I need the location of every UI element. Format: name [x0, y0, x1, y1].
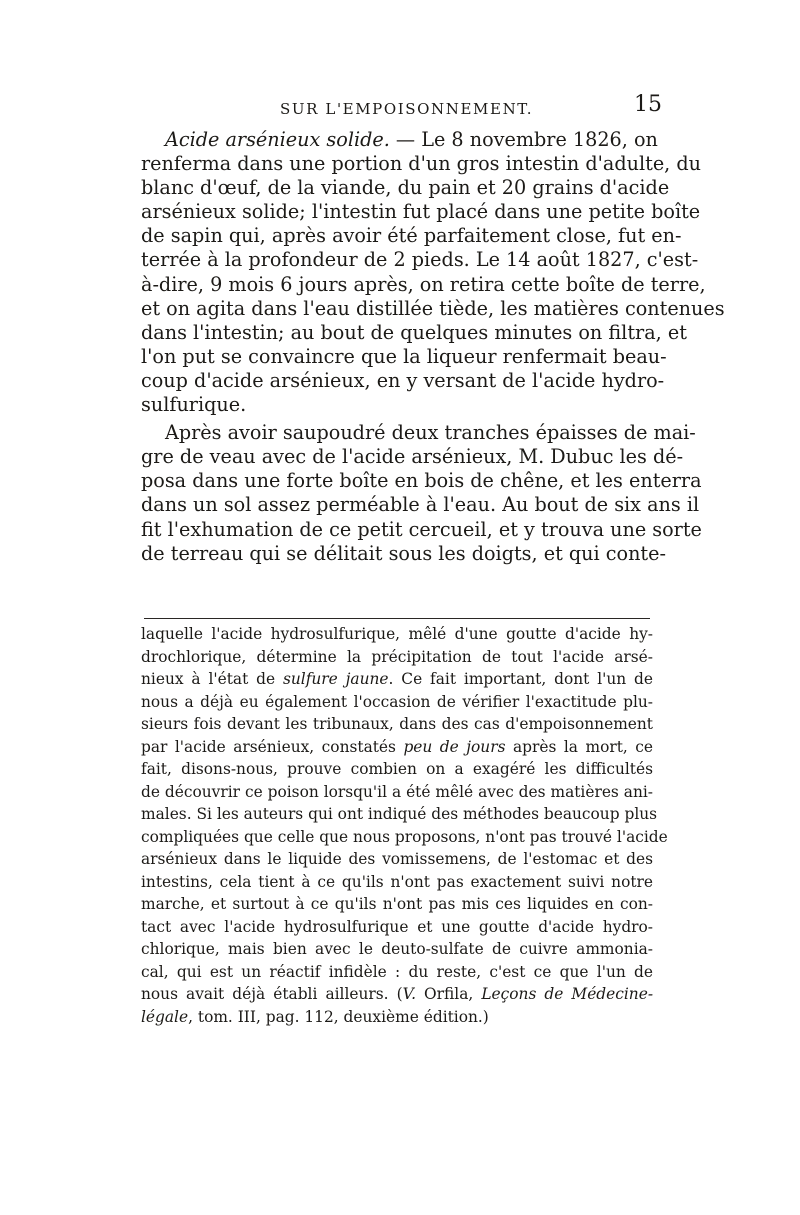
text-line: arsénieux solide; l'intestin fut placé dans une petite boîte: [141, 200, 701, 224]
footnote-line: compliquées que celle que nous proposons, n'ont pas trouvé l'acide: [141, 827, 668, 846]
footnote-line: chlorique, mais bien avec le deuto-sulfate de cuivre ammonia-: [141, 940, 653, 958]
text-line: posa dans une forte boîte en bois de chêne, et les enterra: [141, 469, 702, 493]
text-line: blanc d'œuf, de la viande, du pain et 20 grains d'acide: [141, 176, 670, 200]
text-line: sulfurique.: [141, 393, 247, 417]
text-line: Après avoir saupoudré deux tranches épaisses de mai-: [165, 421, 696, 445]
footnote-line: nieux à l'état de sulfure jaune. Ce fait important, dont l'un de: [141, 670, 653, 688]
footnote-line: cal, qui est un réactif infidèle : du reste, c'est ce que l'un de: [141, 962, 653, 981]
footnote: [141, 623, 668, 1028]
footnote-divider: [144, 618, 650, 619]
footnote-line: par l'acide arsénieux, constatés peu de jours après la mort, ce: [141, 737, 653, 756]
footnote-line: fait, disons-nous, prouve combien on a exagéré les difficultés: [141, 760, 653, 778]
footnote-line: nous a déjà eu également l'occasion de vérifier l'exactitude plu-: [141, 692, 653, 711]
footnote-line: drochlorique, détermine la précipitation de tout l'acide arsé-: [141, 647, 653, 666]
running-title: SUR L'EMPOISONNEMENT.: [280, 100, 534, 118]
text-line: fit l'exhumation de ce petit cercueil, et y trouva une sorte: [141, 517, 702, 541]
text-line: terrée à la profondeur de 2 pieds. Le 14 août 1827, c'est-: [141, 248, 699, 272]
footnote-line: tact avec l'acide hydrosulfurique et une goutte d'acide hydro-: [141, 917, 653, 936]
footnote-line: marche, et surtout à ce qu'ils n'ont pas mis ces liquides en con-: [141, 895, 653, 913]
section-lead: Acide arsénieux solide.: [165, 128, 390, 151]
text-line: de terreau qui se délitait sous les doigts, et qui conte-: [141, 541, 666, 565]
text-line: dans un sol assez perméable à l'eau. Au bout de six ans il: [141, 493, 700, 517]
text-line: renferma dans une portion d'un gros intestin d'adulte, du: [141, 152, 702, 176]
footnote-line: intestins, cela tient à ce qu'ils n'ont pas exactement suivi notre: [141, 872, 653, 891]
footnote-line: arsénieux dans le liquide des vomissemens, de l'estomac et des: [141, 850, 653, 868]
text-line: de sapin qui, après avoir été parfaitement close, fut en-: [141, 224, 682, 248]
footnote-line: de découvrir ce poison lorsqu'il a été mêlé avec des matières ani-: [141, 782, 653, 801]
text-line: gre de veau avec de l'acide arsénieux, M. Dubuc les dé-: [141, 445, 684, 469]
text-line: et on agita dans l'eau distillée tiède, les matières contenues: [141, 296, 725, 320]
text-line: Acide arsénieux solide. — Le 8 novembre 1826, on: [165, 128, 658, 151]
main-text: [141, 128, 725, 566]
page-number: 15: [634, 92, 662, 117]
footnote-line: nous avait déjà établi ailleurs. (V. Orfila, Leçons de Médecine-: [141, 985, 654, 1003]
footnote-line: légale, tom. III, pag. 112, deuxième édition.): [141, 1007, 489, 1026]
text-line: coup d'acide arsénieux, en y versant de l'acide hydro-: [141, 368, 665, 392]
text-line: dans l'intestin; au bout de quelques minutes on filtra, et: [141, 320, 687, 344]
footnote-line: sieurs fois devant les tribunaux, dans des cas d'empoisonnement: [141, 715, 653, 733]
text-line: à-dire, 9 mois 6 jours après, on retira cette boîte de terre,: [141, 272, 706, 296]
footnote-line: males. Si les auteurs qui ont indiqué des méthodes beaucoup plus: [141, 805, 658, 823]
text-line: l'on put se convaincre que la liqueur renfermait beau-: [141, 344, 667, 368]
footnote-line: laquelle l'acide hydrosulfurique, mêlé d'une goutte d'acide hy-: [141, 625, 653, 643]
